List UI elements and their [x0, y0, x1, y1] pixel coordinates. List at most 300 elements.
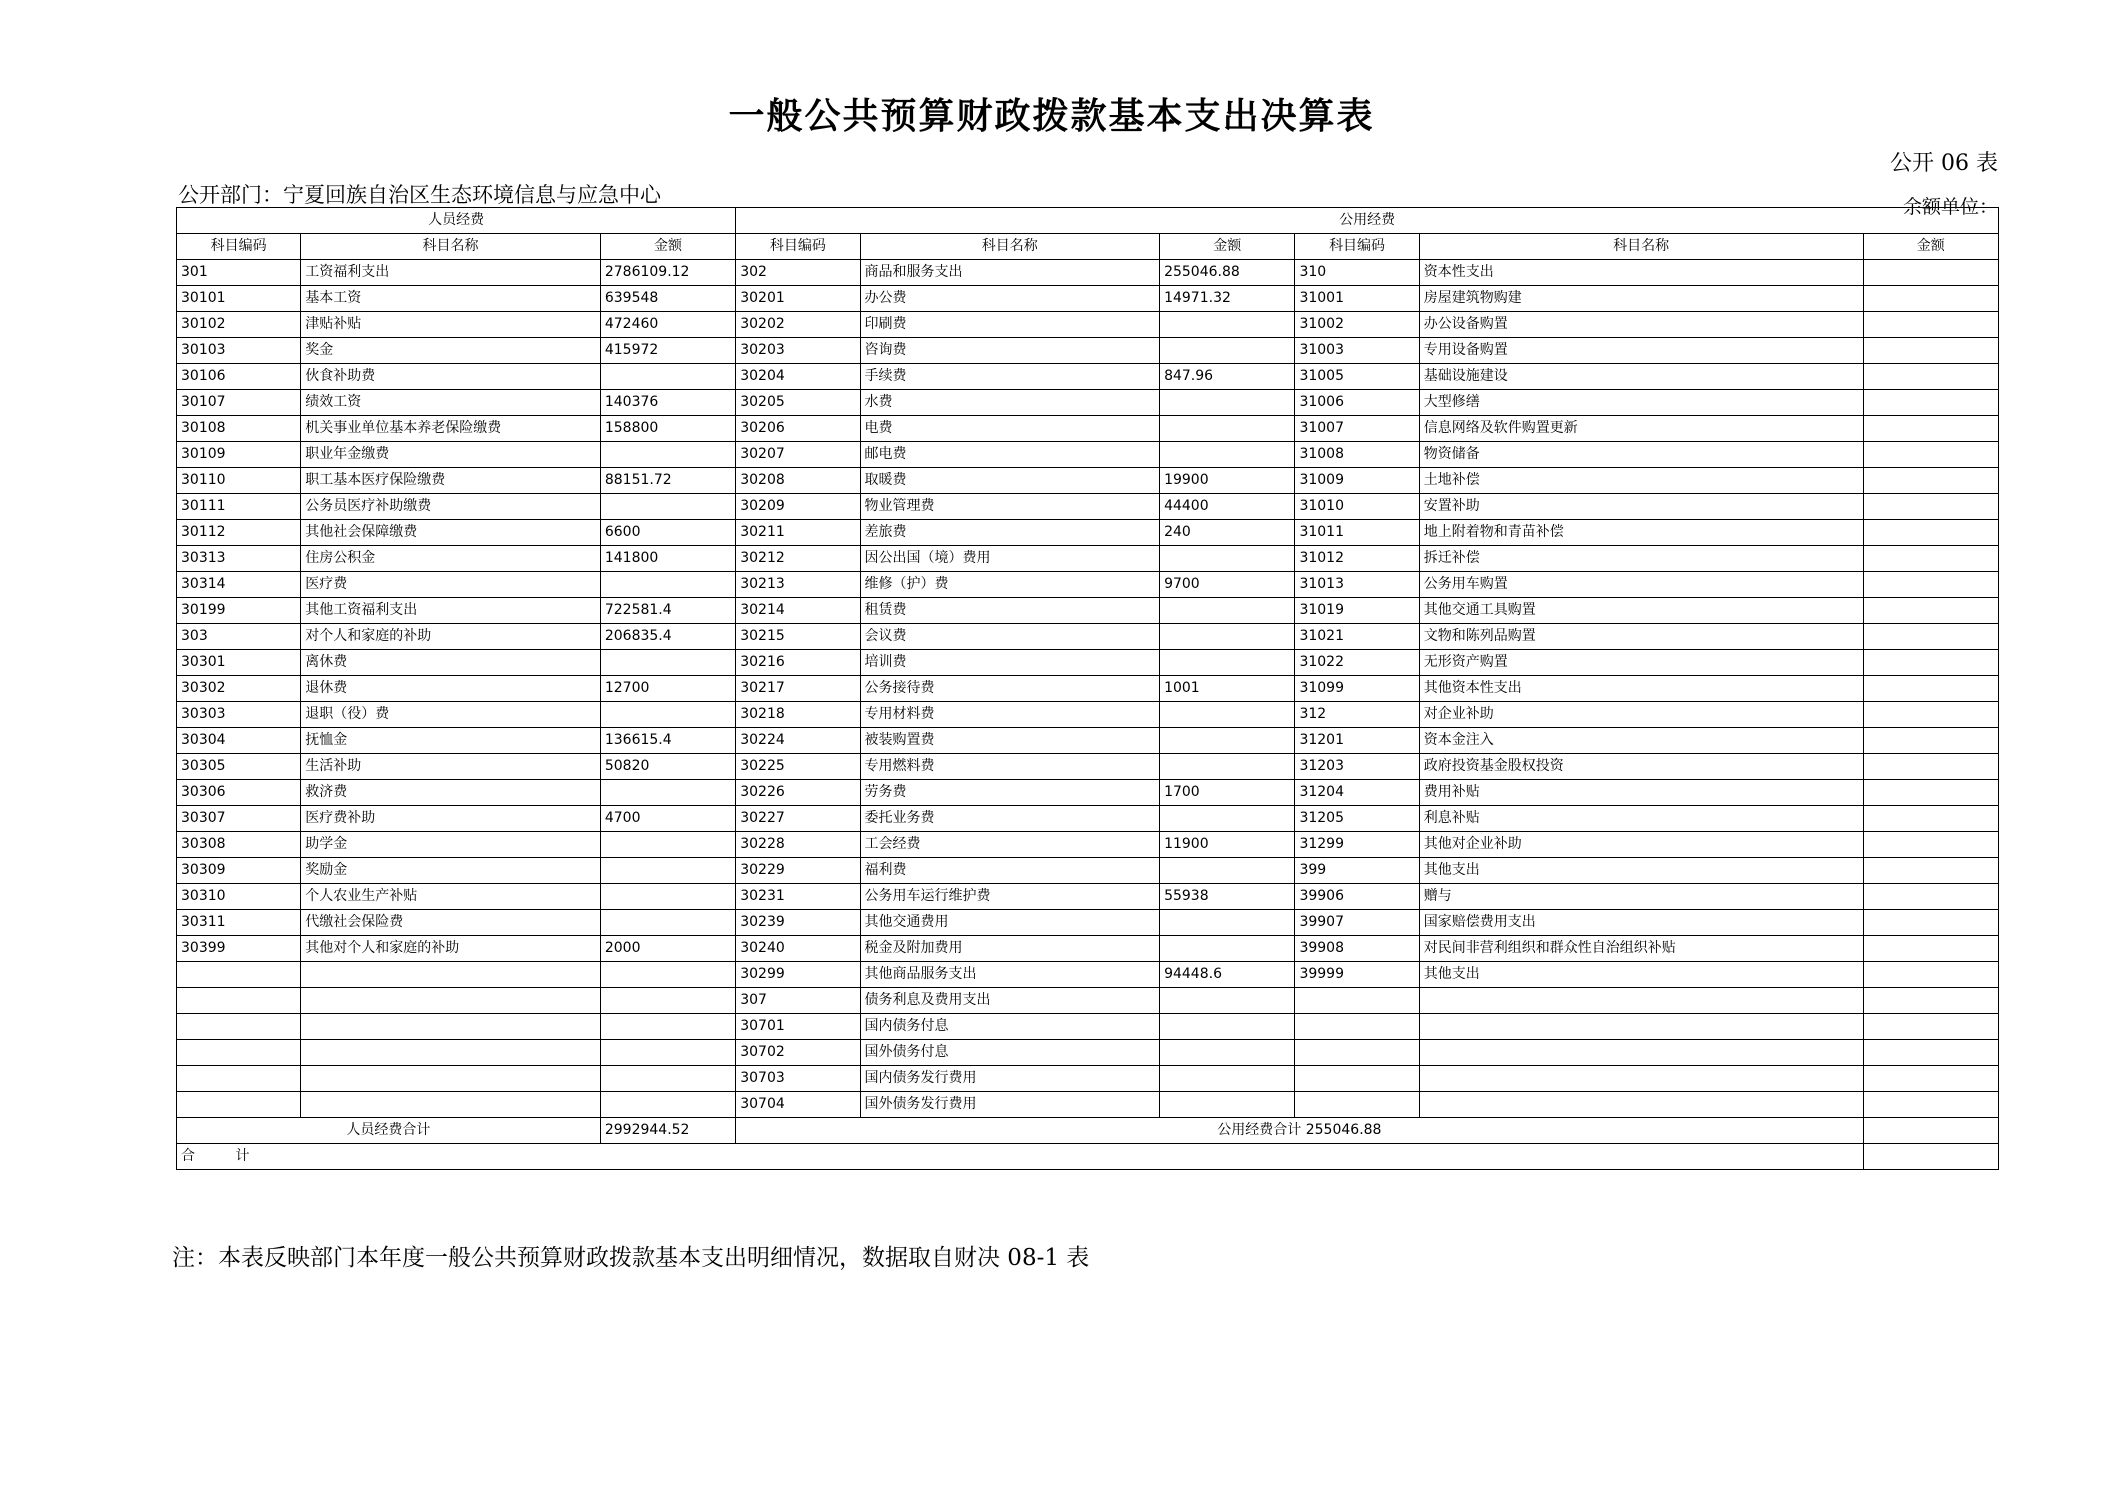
cell-code-public: 30216: [736, 650, 860, 676]
cell-code-public: 30239: [736, 910, 860, 936]
table-row: [177, 832, 1999, 858]
cell-amount-public: [1160, 728, 1295, 754]
cell-amount-capital: [1863, 1066, 1998, 1092]
cell-name-public: 被装购置费: [860, 728, 1160, 754]
cell-name-capital: 拆迁补偿: [1419, 546, 1863, 572]
cell-code-personnel: 30102: [177, 312, 301, 338]
cell-code-personnel: 30108: [177, 416, 301, 442]
cell-amount-capital: [1863, 338, 1998, 364]
cell-name-capital: 资本性支出: [1419, 260, 1863, 286]
table-row: [177, 416, 1999, 442]
cell-name-capital: 信息网络及软件购置更新: [1419, 416, 1863, 442]
cell-code-public: 30703: [736, 1066, 860, 1092]
cell-code-capital: [1295, 1040, 1419, 1066]
cell-name-public: 邮电费: [860, 442, 1160, 468]
cell-code-capital: 31012: [1295, 546, 1419, 572]
cell-amount-capital: [1863, 754, 1998, 780]
cell-code-capital: 39906: [1295, 884, 1419, 910]
table-row: [177, 494, 1999, 520]
cell-code-personnel: 30112: [177, 520, 301, 546]
cell-name-capital: 利息补贴: [1419, 806, 1863, 832]
cell-name-public: 电费: [860, 416, 1160, 442]
cell-name-public: 咨询费: [860, 338, 1160, 364]
cell-name-personnel: 退职（役）费: [301, 702, 601, 728]
col-head-code-3: 科目编码: [1295, 234, 1419, 260]
table-row: [177, 936, 1999, 962]
cell-amount-capital: [1863, 650, 1998, 676]
cell-amount-personnel: [600, 962, 735, 988]
table-row: [177, 598, 1999, 624]
cell-amount-personnel: 158800: [600, 416, 735, 442]
cell-code-personnel: 30301: [177, 650, 301, 676]
cell-code-capital: 31003: [1295, 338, 1419, 364]
cell-amount-personnel: 2786109.12: [600, 260, 735, 286]
cell-name-personnel: 医疗费补助: [301, 806, 601, 832]
cell-code-capital: [1295, 1014, 1419, 1040]
cell-amount-capital: [1863, 702, 1998, 728]
table-row: [177, 962, 1999, 988]
cell-name-public: 国内债务付息: [860, 1014, 1160, 1040]
cell-name-capital: 安置补助: [1419, 494, 1863, 520]
table-row: [177, 1066, 1999, 1092]
cell-name-capital: 赠与: [1419, 884, 1863, 910]
cell-amount-capital: [1863, 832, 1998, 858]
cell-code-personnel: 30306: [177, 780, 301, 806]
cell-name-personnel: 其他社会保障缴费: [301, 520, 601, 546]
cell-code-capital: 31005: [1295, 364, 1419, 390]
cell-amount-public: [1160, 702, 1295, 728]
grand-total-value: [1863, 1144, 1998, 1170]
cell-amount-public: [1160, 858, 1295, 884]
cell-name-public: 工会经费: [860, 832, 1160, 858]
cell-amount-public: [1160, 416, 1295, 442]
table-row: [177, 286, 1999, 312]
cell-code-personnel: 30311: [177, 910, 301, 936]
cell-name-capital: [1419, 1092, 1863, 1118]
cell-name-personnel: 奖励金: [301, 858, 601, 884]
cell-amount-public: 1001: [1160, 676, 1295, 702]
cell-name-personnel: 职工基本医疗保险缴费: [301, 468, 601, 494]
cell-amount-public: [1160, 1092, 1295, 1118]
public-total-label: 公用经费合计 255046.88: [736, 1118, 1863, 1144]
cell-code-personnel: 30303: [177, 702, 301, 728]
cell-amount-public: [1160, 754, 1295, 780]
cell-amount-personnel: 639548: [600, 286, 735, 312]
cell-name-capital: 文物和陈列品购置: [1419, 624, 1863, 650]
cell-code-public: 30701: [736, 1014, 860, 1040]
cell-code-capital: 31007: [1295, 416, 1419, 442]
department-line: 公开部门：宁夏回族自治区生态环境信息与应急中心: [178, 183, 661, 207]
cell-code-public: 30225: [736, 754, 860, 780]
cell-amount-public: 255046.88: [1160, 260, 1295, 286]
cell-code-capital: [1295, 1066, 1419, 1092]
cell-amount-public: [1160, 1014, 1295, 1040]
cell-name-capital: 其他交通工具购置: [1419, 598, 1863, 624]
cell-name-personnel: 其他对个人和家庭的补助: [301, 936, 601, 962]
group-header-row: [177, 208, 1999, 234]
cell-code-capital: 31006: [1295, 390, 1419, 416]
cell-code-personnel: 30107: [177, 390, 301, 416]
cell-amount-personnel: 722581.4: [600, 598, 735, 624]
cell-code-public: 30227: [736, 806, 860, 832]
cell-amount-capital: [1863, 1092, 1998, 1118]
cell-name-capital: 其他资本性支出: [1419, 676, 1863, 702]
cell-amount-capital: [1863, 572, 1998, 598]
cell-amount-personnel: 50820: [600, 754, 735, 780]
cell-name-public: 手续费: [860, 364, 1160, 390]
personnel-total-label: 人员经费合计: [177, 1118, 601, 1144]
cell-amount-public: [1160, 1040, 1295, 1066]
cell-amount-personnel: 88151.72: [600, 468, 735, 494]
cell-name-personnel: 助学金: [301, 832, 601, 858]
cell-amount-public: 44400: [1160, 494, 1295, 520]
cell-name-capital: 公务用车购置: [1419, 572, 1863, 598]
cell-amount-public: [1160, 598, 1295, 624]
table-row: [177, 364, 1999, 390]
cell-amount-personnel: 12700: [600, 676, 735, 702]
cell-code-capital: 31022: [1295, 650, 1419, 676]
cell-code-public: 30231: [736, 884, 860, 910]
cell-code-public: 30209: [736, 494, 860, 520]
cell-name-capital: [1419, 1066, 1863, 1092]
table-row: [177, 780, 1999, 806]
cell-name-capital: 办公设备购置: [1419, 312, 1863, 338]
cell-code-personnel: 30106: [177, 364, 301, 390]
cell-code-capital: 31011: [1295, 520, 1419, 546]
cell-amount-capital: [1863, 286, 1998, 312]
cell-amount-personnel: 4700: [600, 806, 735, 832]
cell-code-capital: 39999: [1295, 962, 1419, 988]
cell-name-public: 因公出国（境）费用: [860, 546, 1160, 572]
table-row: [177, 520, 1999, 546]
cell-code-personnel: 30399: [177, 936, 301, 962]
cell-name-capital: 对企业补助: [1419, 702, 1863, 728]
cell-name-personnel: [301, 988, 601, 1014]
table-row: [177, 442, 1999, 468]
cell-amount-personnel: [600, 1014, 735, 1040]
cell-name-capital: 地上附着物和青苗补偿: [1419, 520, 1863, 546]
cell-name-personnel: 其他工资福利支出: [301, 598, 601, 624]
cell-code-public: 30702: [736, 1040, 860, 1066]
cell-amount-public: 9700: [1160, 572, 1295, 598]
cell-name-capital: 土地补偿: [1419, 468, 1863, 494]
grand-total-label: 合 计: [177, 1144, 1864, 1170]
cell-code-capital: 39908: [1295, 936, 1419, 962]
table-row: [177, 754, 1999, 780]
table-row: [177, 858, 1999, 884]
cell-code-public: 30206: [736, 416, 860, 442]
cell-amount-capital: [1863, 676, 1998, 702]
cell-name-public: 培训费: [860, 650, 1160, 676]
table-row: [177, 910, 1999, 936]
cell-amount-personnel: [600, 1040, 735, 1066]
cell-name-public: 专用材料费: [860, 702, 1160, 728]
cell-code-capital: 31008: [1295, 442, 1419, 468]
table-row: [177, 624, 1999, 650]
cell-name-public: 福利费: [860, 858, 1160, 884]
cell-code-public: 30204: [736, 364, 860, 390]
cell-amount-capital: [1863, 858, 1998, 884]
cell-amount-capital: [1863, 416, 1998, 442]
cell-amount-personnel: 140376: [600, 390, 735, 416]
cell-amount-public: 1700: [1160, 780, 1295, 806]
table-row: [177, 1014, 1999, 1040]
table-row: [177, 572, 1999, 598]
cell-amount-public: [1160, 624, 1295, 650]
page-title: 一般公共预算财政拨款基本支出决算表: [728, 95, 1375, 137]
cell-code-public: 302: [736, 260, 860, 286]
cell-code-public: 30202: [736, 312, 860, 338]
cell-code-public: 30214: [736, 598, 860, 624]
cell-amount-capital: [1863, 598, 1998, 624]
cell-name-capital: [1419, 1014, 1863, 1040]
cell-amount-capital: [1863, 260, 1998, 286]
cell-code-personnel: 30310: [177, 884, 301, 910]
cell-name-capital: 国家赔偿费用支出: [1419, 910, 1863, 936]
cell-amount-personnel: [600, 780, 735, 806]
cell-name-personnel: 救济费: [301, 780, 601, 806]
subtotal-row: [177, 1118, 1999, 1144]
cell-code-public: 30205: [736, 390, 860, 416]
cell-name-public: 国外债务发行费用: [860, 1092, 1160, 1118]
cell-name-public: 国内债务发行费用: [860, 1066, 1160, 1092]
cell-name-public: 印刷费: [860, 312, 1160, 338]
cell-amount-public: [1160, 312, 1295, 338]
cell-name-public: 国外债务付息: [860, 1040, 1160, 1066]
cell-name-public: 水费: [860, 390, 1160, 416]
cell-amount-capital: [1863, 624, 1998, 650]
col-head-amount-2: 金额: [1160, 234, 1295, 260]
cell-name-personnel: 工资福利支出: [301, 260, 601, 286]
cell-code-capital: [1295, 988, 1419, 1014]
cell-amount-capital: [1863, 520, 1998, 546]
cell-code-personnel: 30111: [177, 494, 301, 520]
cell-code-personnel: 30309: [177, 858, 301, 884]
cell-name-capital: 资本金注入: [1419, 728, 1863, 754]
col-head-name-1: 科目名称: [301, 234, 601, 260]
cell-code-public: 30211: [736, 520, 860, 546]
table-row: [177, 988, 1999, 1014]
cell-code-personnel: [177, 1092, 301, 1118]
cell-code-public: 30704: [736, 1092, 860, 1118]
cell-amount-public: [1160, 390, 1295, 416]
cell-code-public: 30212: [736, 546, 860, 572]
table-row: [177, 1092, 1999, 1118]
cell-name-public: 商品和服务支出: [860, 260, 1160, 286]
cell-code-capital: 31205: [1295, 806, 1419, 832]
cell-code-capital: 31299: [1295, 832, 1419, 858]
cell-name-personnel: 个人农业生产补贴: [301, 884, 601, 910]
cell-amount-personnel: [600, 988, 735, 1014]
cell-amount-public: [1160, 1066, 1295, 1092]
cell-code-personnel: 30302: [177, 676, 301, 702]
cell-name-public: 劳务费: [860, 780, 1160, 806]
cell-name-public: 其他交通费用: [860, 910, 1160, 936]
cell-name-capital: 其他支出: [1419, 858, 1863, 884]
cell-name-public: 租赁费: [860, 598, 1160, 624]
cell-code-public: 307: [736, 988, 860, 1014]
cell-amount-personnel: [600, 442, 735, 468]
cell-amount-public: 19900: [1160, 468, 1295, 494]
cell-amount-public: [1160, 910, 1295, 936]
cell-name-public: 会议费: [860, 624, 1160, 650]
cell-amount-capital: [1863, 936, 1998, 962]
cell-code-capital: 31002: [1295, 312, 1419, 338]
cell-name-capital: 大型修缮: [1419, 390, 1863, 416]
cell-amount-personnel: 141800: [600, 546, 735, 572]
cell-amount-personnel: 6600: [600, 520, 735, 546]
cell-amount-capital: [1863, 442, 1998, 468]
cell-amount-capital: [1863, 728, 1998, 754]
cell-code-capital: 31201: [1295, 728, 1419, 754]
footnote: 注：本表反映部门本年度一般公共预算财政拨款基本支出明细情况，数据取自财决 08-1 表: [172, 1245, 1090, 1271]
cell-name-public: 办公费: [860, 286, 1160, 312]
cell-amount-public: [1160, 546, 1295, 572]
cell-code-public: 30228: [736, 832, 860, 858]
cell-code-capital: 399: [1295, 858, 1419, 884]
cell-code-public: 30207: [736, 442, 860, 468]
cell-code-public: 30240: [736, 936, 860, 962]
cell-code-personnel: 30305: [177, 754, 301, 780]
table-row: [177, 468, 1999, 494]
cell-name-public: 取暖费: [860, 468, 1160, 494]
cell-code-personnel: 30307: [177, 806, 301, 832]
cell-name-public: 物业管理费: [860, 494, 1160, 520]
cell-code-public: 30218: [736, 702, 860, 728]
cell-name-capital: 其他对企业补助: [1419, 832, 1863, 858]
cell-name-personnel: 职业年金缴费: [301, 442, 601, 468]
cell-amount-personnel: [600, 858, 735, 884]
cell-name-public: 差旅费: [860, 520, 1160, 546]
cell-amount-capital: [1863, 780, 1998, 806]
cell-code-public: 30213: [736, 572, 860, 598]
cell-code-capital: 31204: [1295, 780, 1419, 806]
cell-name-personnel: [301, 1066, 601, 1092]
grand-total-row: [177, 1144, 1999, 1170]
cell-code-capital: 31001: [1295, 286, 1419, 312]
cell-code-public: 30224: [736, 728, 860, 754]
cell-code-public: 30203: [736, 338, 860, 364]
cell-name-personnel: 基本工资: [301, 286, 601, 312]
cell-amount-public: [1160, 988, 1295, 1014]
table-row: [177, 806, 1999, 832]
cell-code-public: 30229: [736, 858, 860, 884]
cell-amount-capital: [1863, 806, 1998, 832]
cell-amount-personnel: 2000: [600, 936, 735, 962]
cell-code-personnel: [177, 1040, 301, 1066]
group-header-personnel: 人员经费: [177, 208, 736, 234]
cell-name-capital: 费用补贴: [1419, 780, 1863, 806]
cell-code-capital: 31203: [1295, 754, 1419, 780]
cell-code-personnel: [177, 1014, 301, 1040]
cell-name-personnel: 奖金: [301, 338, 601, 364]
cell-name-personnel: 生活补助: [301, 754, 601, 780]
cell-code-capital: 310: [1295, 260, 1419, 286]
cell-code-personnel: 303: [177, 624, 301, 650]
cell-name-personnel: 伙食补助费: [301, 364, 601, 390]
cell-name-public: 委托业务费: [860, 806, 1160, 832]
cell-amount-capital: [1863, 962, 1998, 988]
column-header-row: [177, 234, 1999, 260]
cell-amount-capital: [1863, 910, 1998, 936]
table-row: [177, 312, 1999, 338]
cell-amount-capital: [1863, 494, 1998, 520]
group-header-public: 公用经费: [736, 208, 1999, 234]
table-row: [177, 546, 1999, 572]
cell-code-personnel: 30199: [177, 598, 301, 624]
cell-code-public: 30215: [736, 624, 860, 650]
cell-name-personnel: [301, 1040, 601, 1066]
cell-amount-personnel: [600, 702, 735, 728]
col-head-amount-1: 金额: [600, 234, 735, 260]
cell-code-personnel: 30308: [177, 832, 301, 858]
cell-name-personnel: 对个人和家庭的补助: [301, 624, 601, 650]
cell-name-public: 债务利息及费用支出: [860, 988, 1160, 1014]
table-row: [177, 702, 1999, 728]
cell-amount-personnel: [600, 910, 735, 936]
cell-name-capital: 无形资产购置: [1419, 650, 1863, 676]
col-head-amount-3: 金额: [1863, 234, 1998, 260]
cell-code-capital: 31021: [1295, 624, 1419, 650]
cell-name-capital: 基础设施建设: [1419, 364, 1863, 390]
cell-name-capital: 房屋建筑物购建: [1419, 286, 1863, 312]
cell-name-personnel: 住房公积金: [301, 546, 601, 572]
cell-amount-capital: [1863, 390, 1998, 416]
col-head-name-3: 科目名称: [1419, 234, 1863, 260]
cell-code-personnel: 30109: [177, 442, 301, 468]
cell-code-public: 30208: [736, 468, 860, 494]
amount-unit-label: 余额单位：: [1902, 196, 1998, 218]
cell-amount-public: 14971.32: [1160, 286, 1295, 312]
form-number: 公开 06 表: [1890, 151, 1998, 176]
table-row: [177, 884, 1999, 910]
cell-name-capital: [1419, 988, 1863, 1014]
cell-name-personnel: 抚恤金: [301, 728, 601, 754]
cell-amount-capital: [1863, 988, 1998, 1014]
cell-name-public: 公务用车运行维护费: [860, 884, 1160, 910]
cell-code-personnel: 30313: [177, 546, 301, 572]
cell-amount-public: [1160, 338, 1295, 364]
cell-amount-capital: [1863, 312, 1998, 338]
cell-amount-personnel: [600, 884, 735, 910]
cell-code-personnel: 30101: [177, 286, 301, 312]
cell-amount-public: [1160, 650, 1295, 676]
cell-code-capital: 31009: [1295, 468, 1419, 494]
cell-name-personnel: 代缴社会保险费: [301, 910, 601, 936]
cell-code-personnel: 30304: [177, 728, 301, 754]
cell-amount-capital: [1863, 468, 1998, 494]
cell-code-capital: 31019: [1295, 598, 1419, 624]
cell-name-personnel: 绩效工资: [301, 390, 601, 416]
cell-amount-personnel: 206835.4: [600, 624, 735, 650]
cell-code-public: 30299: [736, 962, 860, 988]
cell-amount-public: 240: [1160, 520, 1295, 546]
cell-code-capital: 31099: [1295, 676, 1419, 702]
cell-name-capital: [1419, 1040, 1863, 1066]
table-row: [177, 260, 1999, 286]
cell-name-personnel: 离休费: [301, 650, 601, 676]
cell-amount-personnel: [600, 1066, 735, 1092]
cell-code-public: 30201: [736, 286, 860, 312]
cell-code-capital: 31010: [1295, 494, 1419, 520]
cell-name-public: 专用燃料费: [860, 754, 1160, 780]
cell-code-public: 30226: [736, 780, 860, 806]
cell-name-personnel: 机关事业单位基本养老保险缴费: [301, 416, 601, 442]
cell-amount-personnel: [600, 650, 735, 676]
col-head-code-1: 科目编码: [177, 234, 301, 260]
cell-amount-public: 55938: [1160, 884, 1295, 910]
cell-amount-capital: [1863, 1014, 1998, 1040]
